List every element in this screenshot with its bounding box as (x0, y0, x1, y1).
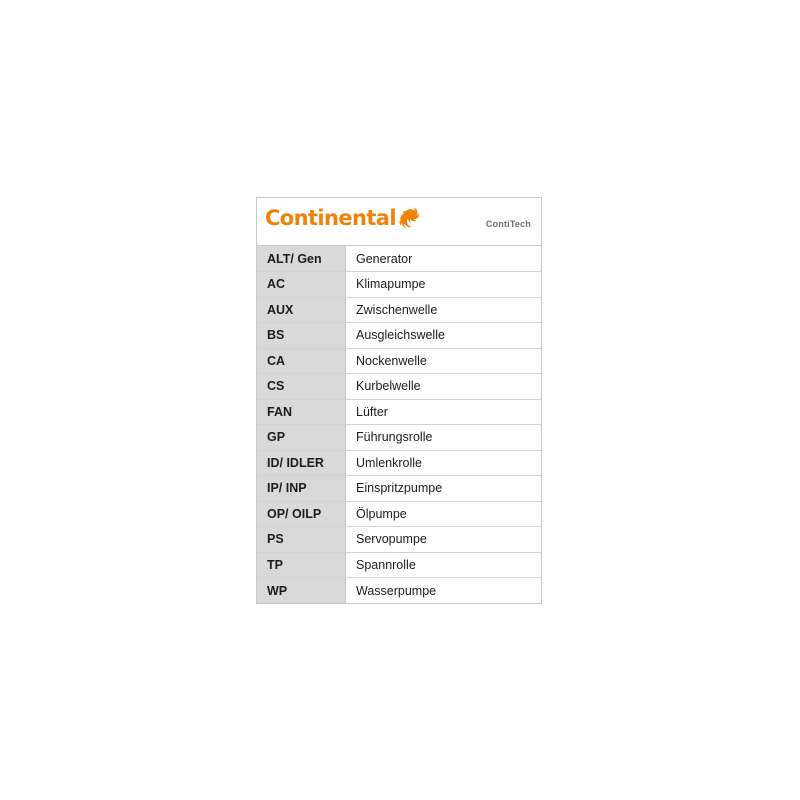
abbreviation-cell: BS (257, 323, 346, 349)
brand-wordmark: Continental (265, 205, 396, 230)
abbreviation-legend-card (256, 197, 542, 604)
term-cell: Zwischenwelle (346, 297, 542, 323)
term-cell: Einspritzpumpe (346, 476, 542, 502)
abbreviation-cell: OP/ OILP (257, 501, 346, 527)
table-row (257, 323, 541, 349)
continental-horse-icon (397, 207, 421, 229)
term-cell: Ölpumpe (346, 501, 542, 527)
term-cell: Spannrolle (346, 552, 542, 578)
table-row (257, 272, 541, 298)
table-row (257, 425, 541, 451)
abbreviation-cell: GP (257, 425, 346, 451)
abbreviation-cell: IP/ INP (257, 476, 346, 502)
term-cell: Führungsrolle (346, 425, 542, 451)
abbreviation-cell: AUX (257, 297, 346, 323)
abbreviation-cell: CS (257, 374, 346, 400)
term-cell: Wasserpumpe (346, 578, 542, 604)
abbreviation-table (257, 246, 541, 603)
table-row (257, 501, 541, 527)
term-cell: Kurbelwelle (346, 374, 542, 400)
table-row (257, 578, 541, 604)
sub-brand-label: ContiTech (485, 219, 531, 229)
card-header (257, 198, 541, 246)
term-cell: Ausgleichswelle (346, 323, 542, 349)
abbreviation-cell: FAN (257, 399, 346, 425)
term-cell: Nockenwelle (346, 348, 542, 374)
abbreviation-cell: TP (257, 552, 346, 578)
table-row (257, 399, 541, 425)
table-row (257, 246, 541, 272)
table-row (257, 527, 541, 553)
term-cell: Klimapumpe (346, 272, 542, 298)
term-cell: Lüfter (346, 399, 542, 425)
table-row (257, 476, 541, 502)
abbreviation-cell: WP (257, 578, 346, 604)
term-cell: Generator (346, 246, 542, 272)
term-cell: Servopumpe (346, 527, 542, 553)
table-row (257, 450, 541, 476)
continental-logo (265, 207, 421, 229)
abbreviation-cell: AC (257, 272, 346, 298)
table-row (257, 348, 541, 374)
table-row (257, 552, 541, 578)
abbreviation-cell: ID/ IDLER (257, 450, 346, 476)
term-cell: Umlenkrolle (346, 450, 542, 476)
table-row (257, 297, 541, 323)
abbreviation-cell: PS (257, 527, 346, 553)
table-row (257, 374, 541, 400)
abbreviation-cell: CA (257, 348, 346, 374)
abbreviation-cell: ALT/ Gen (257, 246, 346, 272)
